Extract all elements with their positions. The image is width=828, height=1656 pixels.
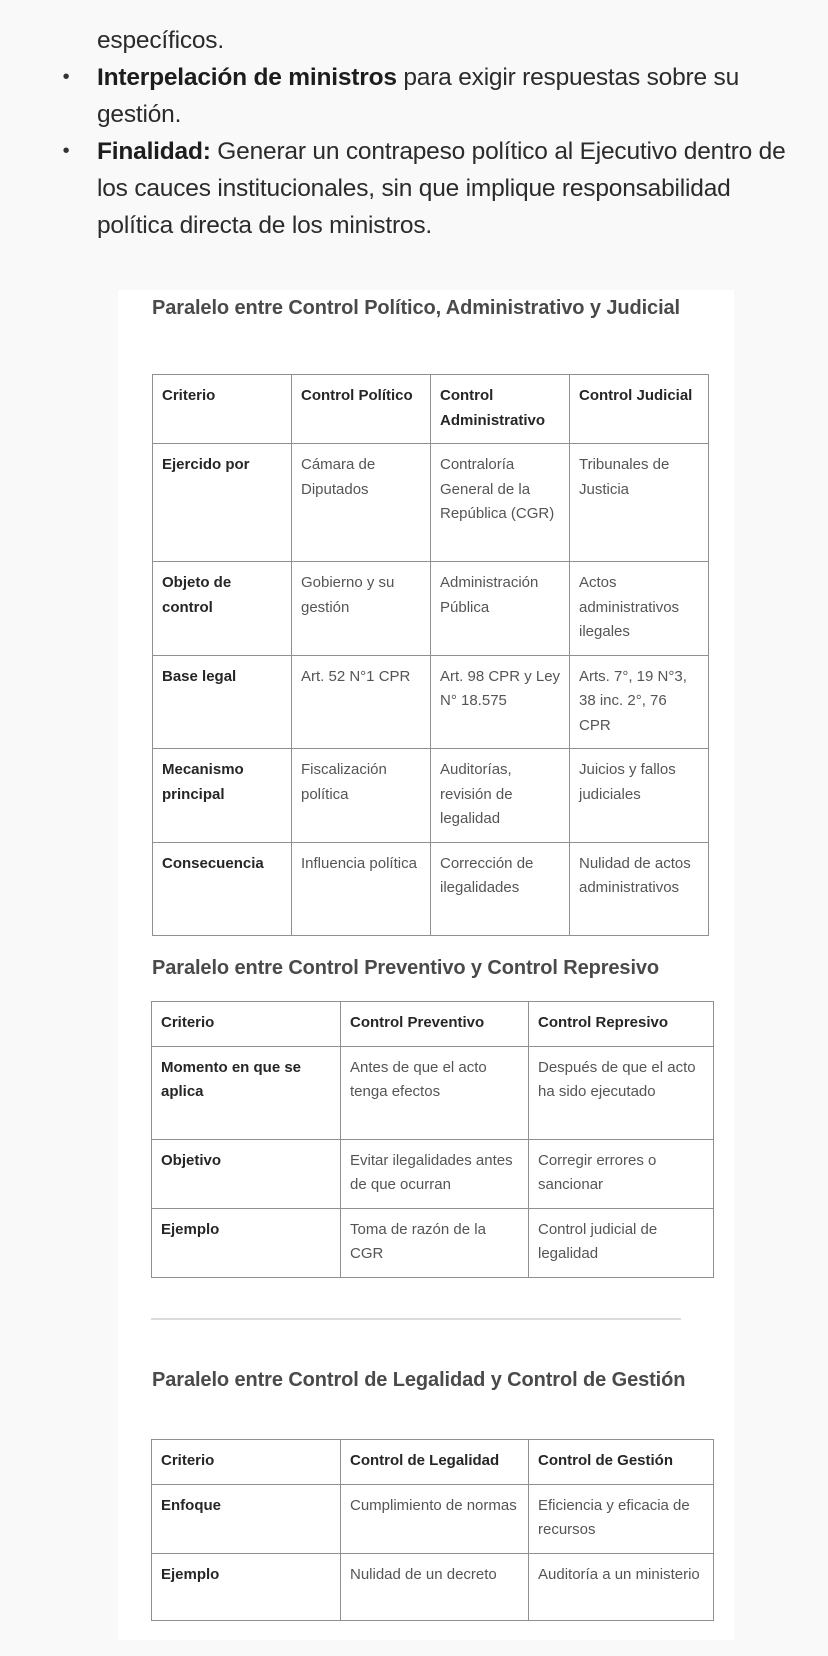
bullet-item-interpelacion: [0, 59, 828, 133]
table-cell: Corregir errores o sancionar: [529, 1139, 714, 1208]
table-cell: Auditorías, revisión de legalidad: [431, 749, 570, 843]
header-cell: Criterio: [152, 1002, 341, 1047]
table-cell: Fiscalización política: [292, 749, 431, 843]
table-cell: Cámara de Diputados: [292, 444, 431, 562]
bullet-bold: Finalidad:: [97, 138, 211, 165]
row-header-cell: Objeto de control: [153, 562, 292, 656]
table-row: [152, 1139, 714, 1208]
row-header-cell: Ejemplo: [152, 1208, 341, 1277]
table-cell: Antes de que el acto tenga efectos: [341, 1046, 529, 1139]
bullet-dot-icon: •: [62, 66, 70, 88]
table-cell: Actos administrativos ilegales: [570, 562, 709, 656]
table-header-row: [152, 1002, 714, 1047]
row-header-cell: Base legal: [153, 655, 292, 749]
table-header-row: [152, 1440, 714, 1485]
header-cell: Control Administrativo: [431, 375, 570, 444]
row-header-cell: Momento en que se aplica: [152, 1046, 341, 1139]
header-cell: Control Represivo: [529, 1002, 714, 1047]
row-header-cell: Objetivo: [152, 1139, 341, 1208]
table-cell: Después de que el acto ha sido ejecutado: [529, 1046, 714, 1139]
table-cell: Cumplimiento de normas: [341, 1484, 529, 1553]
bullet-text: para exigir respuestas sobre su gestión.: [97, 64, 739, 128]
table-header-row: [153, 375, 709, 444]
table-row: [153, 749, 709, 843]
table-row: [152, 1046, 714, 1139]
intro-text: [0, 22, 828, 244]
table-cell: Nulidad de actos administrativos: [570, 842, 709, 935]
section-title-preventivo-represivo: Paralelo entre Control Preventivo y Control Represivo: [152, 957, 660, 979]
table-row: [153, 655, 709, 749]
table-row: [153, 444, 709, 562]
section-title-legalidad-gestion: Paralelo entre Control de Legalidad y Control de Gestión: [152, 1369, 686, 1391]
table-row: [153, 562, 709, 656]
table-cell: Juicios y fallos judiciales: [570, 749, 709, 843]
bullet-bold: Interpelación de ministros: [97, 64, 397, 91]
table-cell: Contraloría General de la República (CGR): [431, 444, 570, 562]
header-cell: Criterio: [153, 375, 292, 444]
table-legalidad-gestion: [151, 1439, 714, 1621]
table-politico-administrativo-judicial: [152, 374, 709, 936]
header-cell: Control de Legalidad: [341, 1440, 529, 1485]
table-cell: Gobierno y su gestión: [292, 562, 431, 656]
bullet-item-finalidad: [0, 133, 828, 244]
table-cell: Administración Pública: [431, 562, 570, 656]
table-preventivo-represivo: [151, 1001, 714, 1278]
header-cell: Control de Gestión: [529, 1440, 714, 1485]
table-row: [152, 1553, 714, 1620]
header-cell: Control Judicial: [570, 375, 709, 444]
row-header-cell: Consecuencia: [153, 842, 292, 935]
row-header-cell: Mecanismo principal: [153, 749, 292, 843]
header-cell: Control Preventivo: [341, 1002, 529, 1047]
table-cell: Toma de razón de la CGR: [341, 1208, 529, 1277]
row-header-cell: Ejercido por: [153, 444, 292, 562]
table-row: [153, 842, 709, 935]
row-header-cell: Enfoque: [152, 1484, 341, 1553]
section-divider: [151, 1318, 681, 1320]
table-cell: Nulidad de un decreto: [341, 1553, 529, 1620]
table-row: [152, 1484, 714, 1553]
tables-card: [118, 290, 734, 1640]
section-title-politico-administrativo-judicial: Paralelo entre Control Político, Administrativo y Judicial: [152, 297, 681, 319]
table-cell: Control judicial de legalidad: [529, 1208, 714, 1277]
header-cell: Criterio: [152, 1440, 341, 1485]
table-cell: Auditoría a un ministerio: [529, 1553, 714, 1620]
bullet-dot-icon: •: [62, 140, 70, 162]
table-cell: Art. 52 N°1 CPR: [292, 655, 431, 749]
row-header-cell: Ejemplo: [152, 1553, 341, 1620]
table-row: [152, 1208, 714, 1277]
table-cell: Tribunales de Justicia: [570, 444, 709, 562]
continuation-line: específicos.: [97, 27, 224, 54]
table-cell: Influencia política: [292, 842, 431, 935]
table-cell: Art. 98 CPR y Ley N° 18.575: [431, 655, 570, 749]
bullet-text: Generar un contrapeso político al Ejecutivo dentro de los cauces institucionales, sin que implique responsabilidad política directa de los ministros.: [97, 138, 786, 239]
table-cell: Eficiencia y eficacia de recursos: [529, 1484, 714, 1553]
table-cell: Corrección de ilegalidades: [431, 842, 570, 935]
header-cell: Control Político: [292, 375, 431, 444]
table-cell: Arts. 7°, 19 N°3, 38 inc. 2°, 76 CPR: [570, 655, 709, 749]
table-cell: Evitar ilegalidades antes de que ocurran: [341, 1139, 529, 1208]
